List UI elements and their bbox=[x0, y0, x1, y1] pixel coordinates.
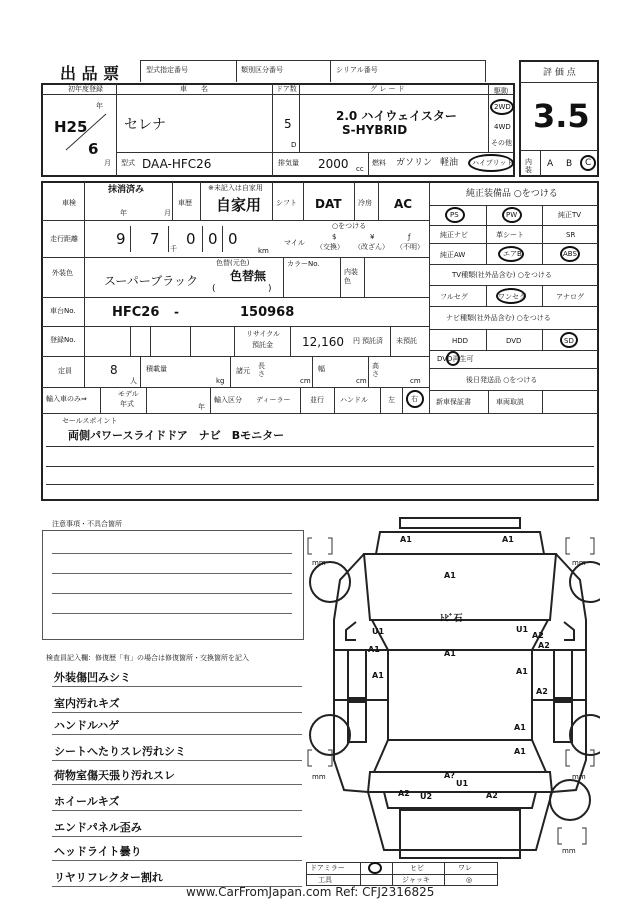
mile-label: マイル bbox=[284, 239, 305, 247]
equipment-title: 純正装備品 ○をつける bbox=[466, 189, 558, 199]
recycle-label-1: リサイクル bbox=[246, 330, 281, 338]
displacement-value: 2000 bbox=[318, 157, 349, 171]
class-category-label: 類別区分番号 bbox=[241, 66, 283, 74]
damage-mark: A1 bbox=[444, 571, 456, 580]
check-item-7: エンドパネル歪み bbox=[54, 821, 142, 834]
interior-grade-c[interactable]: C bbox=[585, 158, 592, 168]
mileage-label: 走行距離 bbox=[50, 235, 78, 243]
damage-mark: A2 bbox=[538, 641, 550, 650]
ac-value: AC bbox=[394, 197, 413, 211]
check-item-9: リヤリフレクター割れ bbox=[54, 871, 163, 884]
registration-no-label: 登録No. bbox=[50, 336, 76, 344]
inspection-value: 抹消済み bbox=[108, 185, 145, 195]
fuel-hybrid[interactable]: ハイブリッド bbox=[472, 159, 514, 167]
doors-value: 5 bbox=[284, 117, 292, 131]
damage-mark: A1 bbox=[514, 723, 526, 732]
damage-mark: U2 bbox=[420, 792, 433, 801]
mm-rear-left: mm bbox=[312, 773, 326, 781]
mileage-digit-5: 0 bbox=[228, 230, 238, 248]
capacity-label: 定員 bbox=[58, 367, 72, 375]
tools-label: 工具 bbox=[318, 876, 332, 884]
damage-mark: U1 bbox=[516, 625, 529, 634]
fuel-diesel[interactable]: 軽油 bbox=[440, 158, 459, 168]
displacement-unit: cc bbox=[356, 165, 364, 173]
mm-spare: mm bbox=[562, 847, 576, 855]
load-label: 積載量 bbox=[146, 365, 167, 373]
navi-dvd[interactable]: DVD bbox=[506, 337, 522, 345]
check-item-8: ヘッドライト曇り bbox=[54, 845, 142, 858]
capacity-unit: 人 bbox=[130, 377, 137, 385]
fuel-label: 燃料 bbox=[372, 159, 386, 167]
damage-mark: A1 bbox=[372, 671, 384, 680]
handle-left[interactable]: 左 bbox=[388, 396, 395, 404]
chassis-prefix: HFC26 bbox=[112, 305, 160, 320]
inspector-note: 検査員記入欄：修復歴「有」の場合は修復箇所・交換箇所を記入 bbox=[46, 654, 249, 662]
damage-mark: A1 bbox=[444, 649, 456, 658]
recycle-unit: 円 bbox=[353, 337, 360, 345]
equip-navi[interactable]: 純正ナビ bbox=[440, 231, 468, 239]
doors-suffix: D bbox=[291, 141, 297, 149]
sales-point-label: セールスポイント bbox=[62, 417, 118, 425]
notes-box bbox=[42, 530, 304, 640]
notes-title: 注意事項・不具合箇所 bbox=[52, 520, 122, 528]
sales-point-text: 両側パワースライドドア ナビ Bモニター bbox=[68, 429, 285, 442]
break-label: ワレ bbox=[458, 864, 472, 872]
crack-label: ヒビ bbox=[410, 864, 424, 872]
check-item-4: シートへたりスレ汚れシミ bbox=[54, 745, 186, 758]
recycle-unpaid[interactable]: 未預託 bbox=[396, 337, 417, 345]
model-year-label-2: 年式 bbox=[120, 400, 134, 408]
equip-airbag[interactable]: エアB bbox=[503, 250, 522, 258]
chassis-dash: - bbox=[174, 305, 179, 319]
ac-label: 冷房 bbox=[358, 199, 372, 207]
equip-aw[interactable]: 純正AW bbox=[440, 251, 466, 259]
import-label: 輸入車のみ⇒ bbox=[46, 395, 87, 403]
interior-color-label: 内装色 bbox=[344, 268, 358, 285]
height-label: 高さ bbox=[372, 362, 379, 378]
check-item-2: 室内汚れキズ bbox=[54, 697, 120, 710]
mileage-digit-1: 9 bbox=[116, 230, 126, 248]
door-mirror-circle bbox=[368, 862, 382, 874]
first-registration-era: H25 bbox=[54, 118, 88, 136]
equip-sr[interactable]: SR bbox=[566, 231, 576, 239]
chassis-label: 車台No. bbox=[50, 307, 76, 315]
form-title: 出 品 票 bbox=[60, 64, 120, 83]
damage-mark: U1 bbox=[456, 779, 469, 788]
damage-mark: A2 bbox=[532, 631, 544, 640]
tv-oneseg[interactable]: ワンセグ bbox=[498, 293, 526, 301]
exterior-color: スーパーブラック bbox=[104, 274, 198, 288]
repaint-value: 色替無 bbox=[230, 269, 267, 283]
meter-tamper-symbol: ¥ bbox=[370, 233, 375, 241]
inspection-label: 車検 bbox=[62, 199, 76, 207]
damage-mark: A2 bbox=[486, 791, 498, 800]
damage-mark: A1 bbox=[502, 535, 514, 544]
equip-tv[interactable]: 純正TV bbox=[558, 211, 582, 219]
meter-exchange-symbol: $ bbox=[332, 233, 337, 241]
capacity-value: 8 bbox=[110, 363, 118, 377]
navi-hdd[interactable]: HDD bbox=[452, 337, 469, 345]
import-class-label: 輸入区分 bbox=[214, 396, 242, 404]
meter-unknown-symbol: ƒ bbox=[408, 233, 411, 241]
inspection-year: 年 bbox=[120, 209, 127, 217]
car-name-label: 車 名 bbox=[180, 85, 208, 93]
aftermarket-warranty[interactable]: 新車保証書 bbox=[436, 398, 471, 406]
recycle-paid[interactable]: 預託済 bbox=[362, 337, 383, 345]
navi-sd[interactable]: SD bbox=[564, 337, 574, 345]
recycle-label-2: 預託金 bbox=[252, 341, 273, 349]
equip-leather[interactable]: 革シート bbox=[496, 231, 524, 239]
model-year-unit: 年 bbox=[198, 403, 205, 411]
drive-other[interactable]: その他 bbox=[491, 139, 512, 147]
jack-mark: ◎ bbox=[466, 876, 473, 884]
car-name: セレナ bbox=[124, 117, 166, 133]
damage-mark: A? bbox=[444, 771, 455, 780]
watermark: www.CarFromJapan.com Ref: CFJ2316825 bbox=[186, 885, 435, 899]
aftermarket-manual[interactable]: 車両取説 bbox=[496, 398, 524, 406]
serial-number-label: シリアル番号 bbox=[336, 66, 378, 74]
mm-front-left: mm bbox=[312, 559, 326, 567]
equip-ps[interactable]: PS bbox=[450, 211, 459, 219]
tv-type-title: TV種類(社外品含む) ○をつける bbox=[452, 271, 552, 279]
grade-label: グ レ ー ド bbox=[370, 85, 405, 93]
month-label: 月 bbox=[104, 159, 111, 167]
first-registration-label: 初年度登録 bbox=[68, 85, 103, 93]
interior-grade-a[interactable]: A bbox=[547, 159, 554, 169]
interior-label: 内装 bbox=[525, 158, 532, 174]
tv-analog[interactable]: アナログ bbox=[556, 293, 584, 301]
inspection-month: 月 bbox=[164, 209, 171, 217]
damage-mark: A2 bbox=[398, 789, 410, 798]
drive-2wd[interactable]: 2WD bbox=[494, 103, 511, 111]
dims-label: 諸元 bbox=[236, 367, 250, 375]
damage-mark: A1 bbox=[400, 535, 412, 544]
model-label: 型式 bbox=[121, 159, 135, 167]
type-designation-label: 型式指定番号 bbox=[146, 66, 188, 74]
door-mirror-label: ドアミラー bbox=[310, 864, 345, 872]
equip-abs[interactable]: ABS bbox=[563, 250, 577, 258]
check-item-6: ホイールキズ bbox=[54, 795, 120, 808]
import-dealer[interactable]: ディーラー bbox=[256, 396, 291, 404]
exterior-color-label: 外装色 bbox=[52, 269, 73, 277]
history-note: ※未記入は自家用 bbox=[208, 184, 263, 192]
aftermarket-title: 後日発送品 ○をつける bbox=[466, 376, 538, 384]
first-registration-month: 6 bbox=[88, 140, 99, 158]
displacement-label: 排気量 bbox=[278, 159, 299, 167]
mark-note: ○をつける bbox=[332, 222, 367, 230]
grade-line-1: 2.0 ハイウェイスター bbox=[336, 109, 457, 123]
check-item-1: 外装傷凹みシミ bbox=[54, 671, 131, 684]
load-unit: kg bbox=[216, 377, 225, 385]
jack-label: ジャッキ bbox=[402, 876, 430, 884]
model-year-label-1: モデル bbox=[118, 390, 139, 398]
repaint-paren-open: ( bbox=[212, 284, 216, 294]
date-slash-line bbox=[60, 112, 110, 152]
mileage-unit: km bbox=[258, 247, 269, 255]
windshield-note: ﾄﾋﾞ石 bbox=[440, 614, 463, 624]
shift-value: DAT bbox=[315, 197, 342, 211]
height-unit: cm bbox=[410, 377, 421, 385]
interior-grade-b[interactable]: B bbox=[566, 159, 573, 169]
car-damage-diagram bbox=[300, 510, 600, 880]
year-label: 年 bbox=[96, 102, 103, 110]
handle-right[interactable]: 右 bbox=[411, 395, 418, 403]
dvd-playback[interactable]: DVD再生可 bbox=[437, 355, 474, 363]
drive-4wd[interactable]: 4WD bbox=[494, 123, 511, 131]
repaint-label: 色替(元色) bbox=[216, 259, 250, 267]
check-item-3: ハンドルハゲ bbox=[54, 719, 120, 732]
color-no-label: カラーNo. bbox=[287, 260, 320, 268]
mileage-digit-4: 0 bbox=[208, 230, 218, 248]
damage-mark: A2 bbox=[536, 687, 548, 696]
doors-label: ドア数 bbox=[276, 85, 297, 93]
meter-exchange[interactable]: （交換） bbox=[316, 243, 344, 251]
damage-mark: A1 bbox=[368, 645, 380, 654]
repaint-paren-close: ) bbox=[268, 284, 272, 294]
history-value: 自家用 bbox=[216, 196, 262, 214]
damage-mark: A1 bbox=[514, 747, 526, 756]
import-parallel[interactable]: 並行 bbox=[310, 396, 324, 404]
mileage-digit-2: 7 bbox=[150, 230, 160, 248]
check-item-5: 荷物室傷天張り汚れスレ bbox=[54, 769, 175, 782]
chassis-number: 150968 bbox=[240, 305, 295, 320]
history-label: 車歴 bbox=[178, 199, 192, 207]
drive-label: 駆動 bbox=[494, 87, 508, 95]
grade-line-2: S-HYBRID bbox=[342, 123, 408, 137]
navi-type-title: ナビ種類(社外品含む) ○をつける bbox=[446, 314, 551, 322]
damage-mark: U1 bbox=[372, 627, 385, 636]
dvd-playback-circle bbox=[446, 351, 460, 366]
mm-rear-right: mm bbox=[572, 773, 586, 781]
fuel-gasoline[interactable]: ガソリン bbox=[396, 158, 433, 168]
handle-label: ハンドル bbox=[340, 396, 368, 404]
width-label: 幅 bbox=[318, 365, 325, 373]
mm-front-right: mm bbox=[572, 559, 586, 567]
mileage-digit-3: 0 bbox=[186, 230, 196, 248]
length-unit: cm bbox=[300, 377, 311, 385]
mileage-sen: 千 bbox=[170, 245, 177, 253]
meter-unknown[interactable]: （不明） bbox=[396, 243, 424, 251]
rating-label: 評 価 点 bbox=[543, 68, 576, 78]
length-label: 長さ bbox=[258, 362, 265, 378]
model-code: DAA-HFC26 bbox=[142, 157, 212, 171]
shift-label: シフト bbox=[276, 199, 297, 207]
equip-pw[interactable]: PW bbox=[506, 211, 518, 219]
recycle-value: 12,160 bbox=[302, 335, 344, 349]
rating-score: 3.5 bbox=[533, 97, 590, 135]
tv-fullseg[interactable]: フルセグ bbox=[440, 293, 468, 301]
width-unit: cm bbox=[356, 377, 367, 385]
meter-tamper[interactable]: （改ざん） bbox=[354, 243, 389, 251]
damage-mark: A1 bbox=[516, 667, 528, 676]
